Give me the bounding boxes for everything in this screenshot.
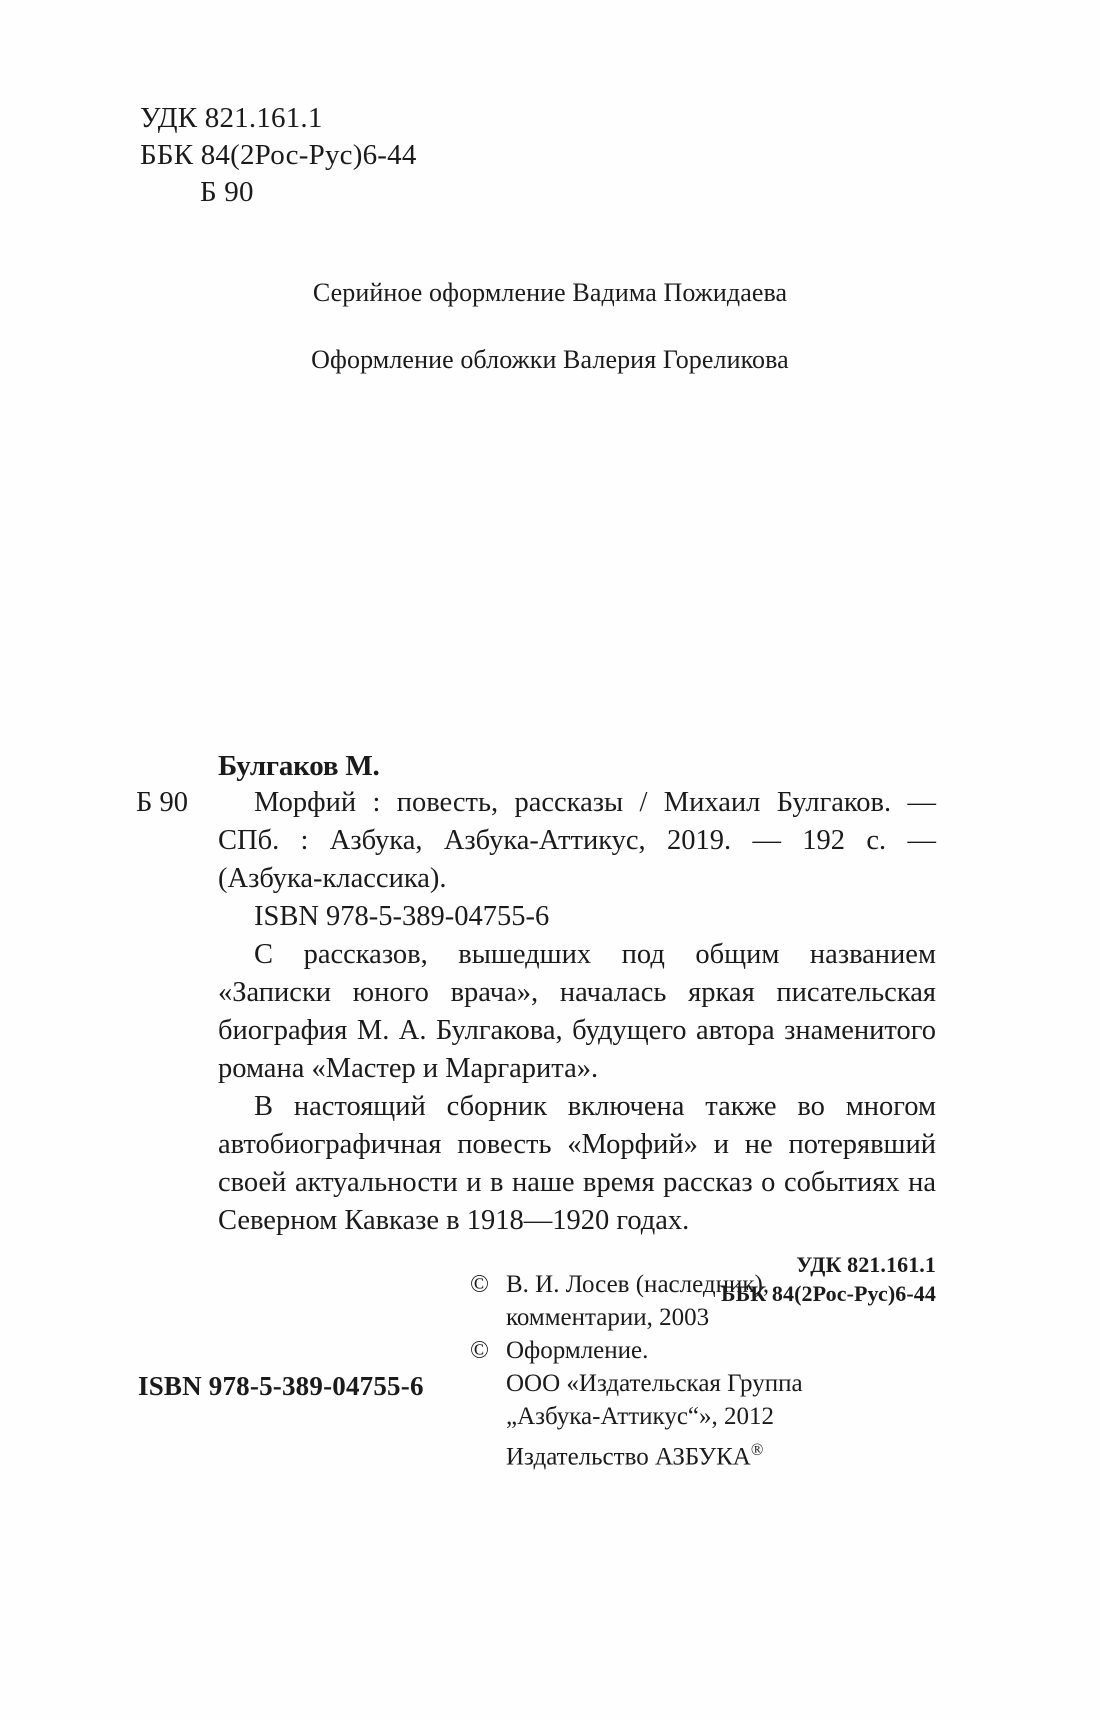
publisher-imprint [506,1433,803,1473]
copyright-row-2 [470,1334,803,1367]
cip-author-heading: Булгаков М. [218,750,380,782]
copyright-symbol-icon-2: © [470,1337,489,1364]
bottom-isbn: ISBN 978-5-389-04755-6 [138,1371,424,1401]
series-design-credit: Серийное оформление Вадима Пожидаева [312,278,788,307]
author-mark-top: Б 90 [200,176,254,208]
copyright-holder-1: В. И. Лосев (наследник), [506,1271,770,1298]
copyright-block [470,1268,803,1473]
bbk-code-repeat: ББК 84(2Рос-Рус)6-44 [720,1281,936,1306]
cip-block [136,748,936,1308]
cip-author-mark: Б 90 [136,787,188,818]
cover-design-credit: Оформление обложки Валерия Гореликова [311,345,789,374]
annotation-paragraph-1: С рассказов, вышедших под общим названием «Записки юного врача», началась яркая писательская биография М. А. Булгакова, будущего автора знаменитого романа «Мастер и Маргарита». [218,939,936,1084]
copyright-holder-2: Оформление. [506,1337,649,1364]
copyright-symbol-icon: © [470,1271,489,1298]
cip-bibliographic-entry: Морфий : повесть, рассказы / Михаил Булгаков. — СПб. : Азбука, Азбука-Аттикус, 2019. — 192 с. — (Азбука-классика). [218,787,936,894]
annotation-paragraph-2: В настоящий сборник включена также во многом автобиографичная повесть «Морфий» и не потерявший своей актуальности и в наше время рассказ о событиях на Северном Кавказе в 1918—1920 годах. [218,1091,936,1236]
udk-code-repeat: УДК 821.161.1 [796,1252,936,1277]
top-classification-codes [140,100,417,211]
cip-body [136,784,936,1308]
udk-code-top: УДК 821.161.1 [140,102,323,134]
cip-isbn: ISBN 978-5-389-04755-6 [254,901,550,932]
design-credits [0,276,1100,377]
registered-trademark-icon: ® [750,1440,764,1459]
copyright-row-1 [470,1268,803,1301]
copyright-holder-1-cont: комментарии, 2003 [506,1304,710,1331]
bbk-code-top: ББК 84(2Рос-Рус)6-44 [140,139,417,171]
publisher-name: Издательство АЗБУКА [506,1443,751,1471]
copyright-holder-2-cont: ООО «Издательская Группа [506,1370,803,1397]
copyright-holder-3-cont: „Азбука-Аттикус“», 2012 [506,1403,775,1430]
